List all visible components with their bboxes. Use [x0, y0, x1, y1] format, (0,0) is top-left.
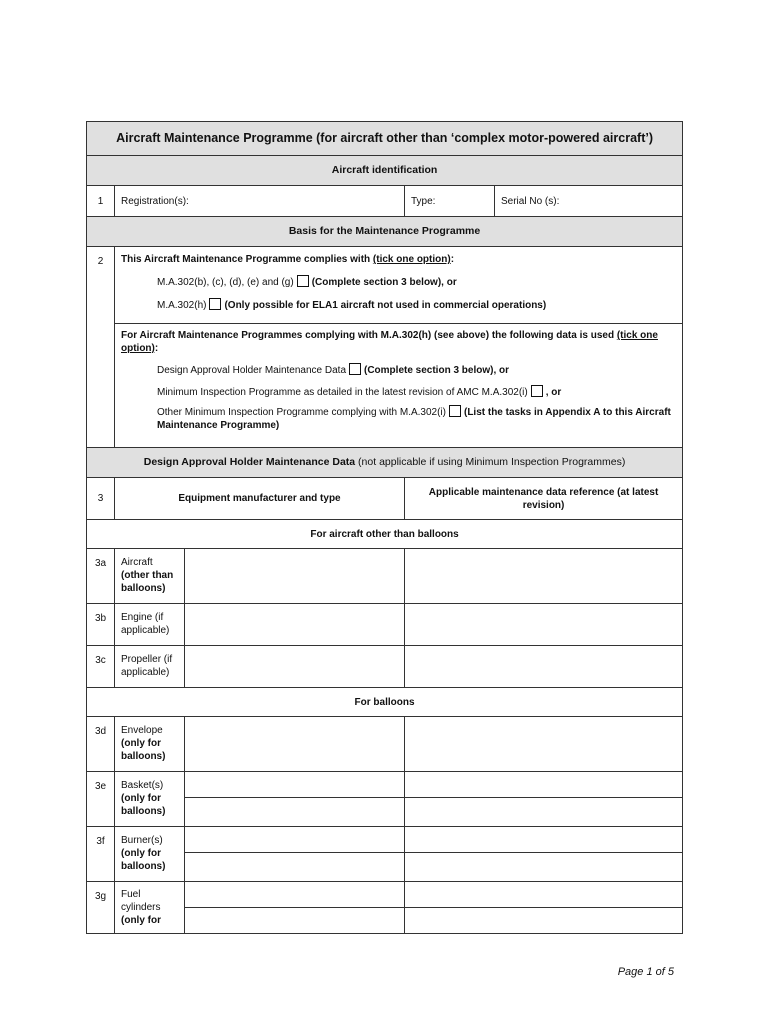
basis-heading: Basis for the Maintenance Programme [87, 217, 683, 247]
form-table [86, 121, 683, 934]
row-number-3: 3 [87, 478, 115, 520]
basket-manufacturer-input-1[interactable] [185, 772, 405, 798]
basis-compliance-cell [115, 247, 683, 324]
dah-heading: Design Approval Holder Maintenance Data (not applicable if using Minimum Inspection Programmes) [87, 448, 683, 478]
engine-data-reference-input[interactable] [405, 604, 683, 646]
envelope-manufacturer-input[interactable] [185, 717, 405, 772]
propeller-data-reference-input[interactable] [405, 646, 683, 688]
non-balloons-heading: For aircraft other than balloons [87, 520, 683, 549]
aircraft-data-reference-input[interactable] [405, 549, 683, 604]
basket-label: Basket(s) (only for balloons) [115, 772, 185, 827]
row-number-3f: 3f [87, 827, 115, 882]
serial-number-field[interactable]: Serial No (s): [495, 186, 683, 217]
burner-manufacturer-input-1[interactable] [185, 827, 405, 853]
option-ma302h-checkbox[interactable] [209, 298, 221, 310]
propeller-label: Propeller (if applicable) [115, 646, 185, 688]
row-number-2: 2 [87, 247, 115, 448]
page-number: Page 1 of 5 [617, 966, 674, 978]
fuel-cylinders-label: Fuel cylinders (only for [115, 882, 185, 934]
row-number-3a: 3a [87, 549, 115, 604]
envelope-data-reference-input[interactable] [405, 717, 683, 772]
fuel-cylinders-manufacturer-input-1[interactable] [185, 882, 405, 908]
option-minimum-inspection: Minimum Inspection Programme as detailed in the latest revision of AMC M.A.302(i) , or [157, 387, 562, 398]
option-ma302-bcdeg: M.A.302(b), (c), (d), (e) and (g) (Complete section 3 below), or [157, 277, 457, 288]
engine-manufacturer-input[interactable] [185, 604, 405, 646]
form-title: Aircraft Maintenance Programme (for aircraft other than ‘complex motor-powered aircraft’) [87, 122, 683, 156]
data-reference-column-header: Applicable maintenance data reference (at latest revision) [405, 478, 683, 520]
burner-label: Burner(s) (only for balloons) [115, 827, 185, 882]
row-number-3d: 3d [87, 717, 115, 772]
option-minimum-inspection-checkbox[interactable] [531, 385, 543, 397]
basket-data-reference-input-1[interactable] [405, 772, 683, 798]
option-dah-data-checkbox[interactable] [349, 363, 361, 375]
complies-statement: This Aircraft Maintenance Programme complies with (tick one option): [121, 254, 455, 265]
aircraft-label: Aircraft (other than balloons) [115, 549, 185, 604]
option-dah-data: Design Approval Holder Maintenance Data (Complete section 3 below), or [157, 365, 510, 376]
data-used-cell [115, 324, 683, 448]
row-number-3g: 3g [87, 882, 115, 934]
aircraft-manufacturer-input[interactable] [185, 549, 405, 604]
row-number-1: 1 [87, 186, 115, 217]
type-label: Type: [411, 195, 436, 207]
type-field[interactable] [405, 186, 495, 217]
fuel-cylinders-manufacturer-input-2[interactable] [185, 908, 405, 934]
option-ma302-bcdeg-checkbox[interactable] [297, 275, 309, 287]
basket-manufacturer-input-2[interactable] [185, 798, 405, 827]
data-used-statement: For Aircraft Maintenance Programmes complying with M.A.302(h) (see above) the following data is used (tick one option): [121, 330, 658, 354]
burner-data-reference-input-2[interactable] [405, 853, 683, 882]
engine-label: Engine (if applicable) [115, 604, 185, 646]
burner-data-reference-input-1[interactable] [405, 827, 683, 853]
aircraft-identification-heading: Aircraft identification [87, 156, 683, 186]
envelope-label: Envelope (only for balloons) [115, 717, 185, 772]
row-number-3c: 3c [87, 646, 115, 688]
fuel-cylinders-data-reference-input-2[interactable] [405, 908, 683, 934]
maintenance-programme-form [86, 121, 682, 934]
equipment-column-header: Equipment manufacturer and type [115, 478, 405, 520]
propeller-manufacturer-input[interactable] [185, 646, 405, 688]
burner-manufacturer-input-2[interactable] [185, 853, 405, 882]
option-other-inspection: Other Minimum Inspection Programme complying with M.A.302(i) (List the tasks in Appendix A to this Aircraft Maintenance Programme) [157, 407, 671, 431]
row-number-3e: 3e [87, 772, 115, 827]
option-ma302h: M.A.302(h) (Only possible for ELA1 aircraft not used in commercial operations) [157, 300, 547, 311]
option-other-inspection-checkbox[interactable] [449, 405, 461, 417]
basket-data-reference-input-2[interactable] [405, 798, 683, 827]
row-number-3b: 3b [87, 604, 115, 646]
balloons-heading: For balloons [87, 688, 683, 717]
fuel-cylinders-data-reference-input-1[interactable] [405, 882, 683, 908]
registration-field[interactable]: Registration(s): [115, 186, 405, 217]
